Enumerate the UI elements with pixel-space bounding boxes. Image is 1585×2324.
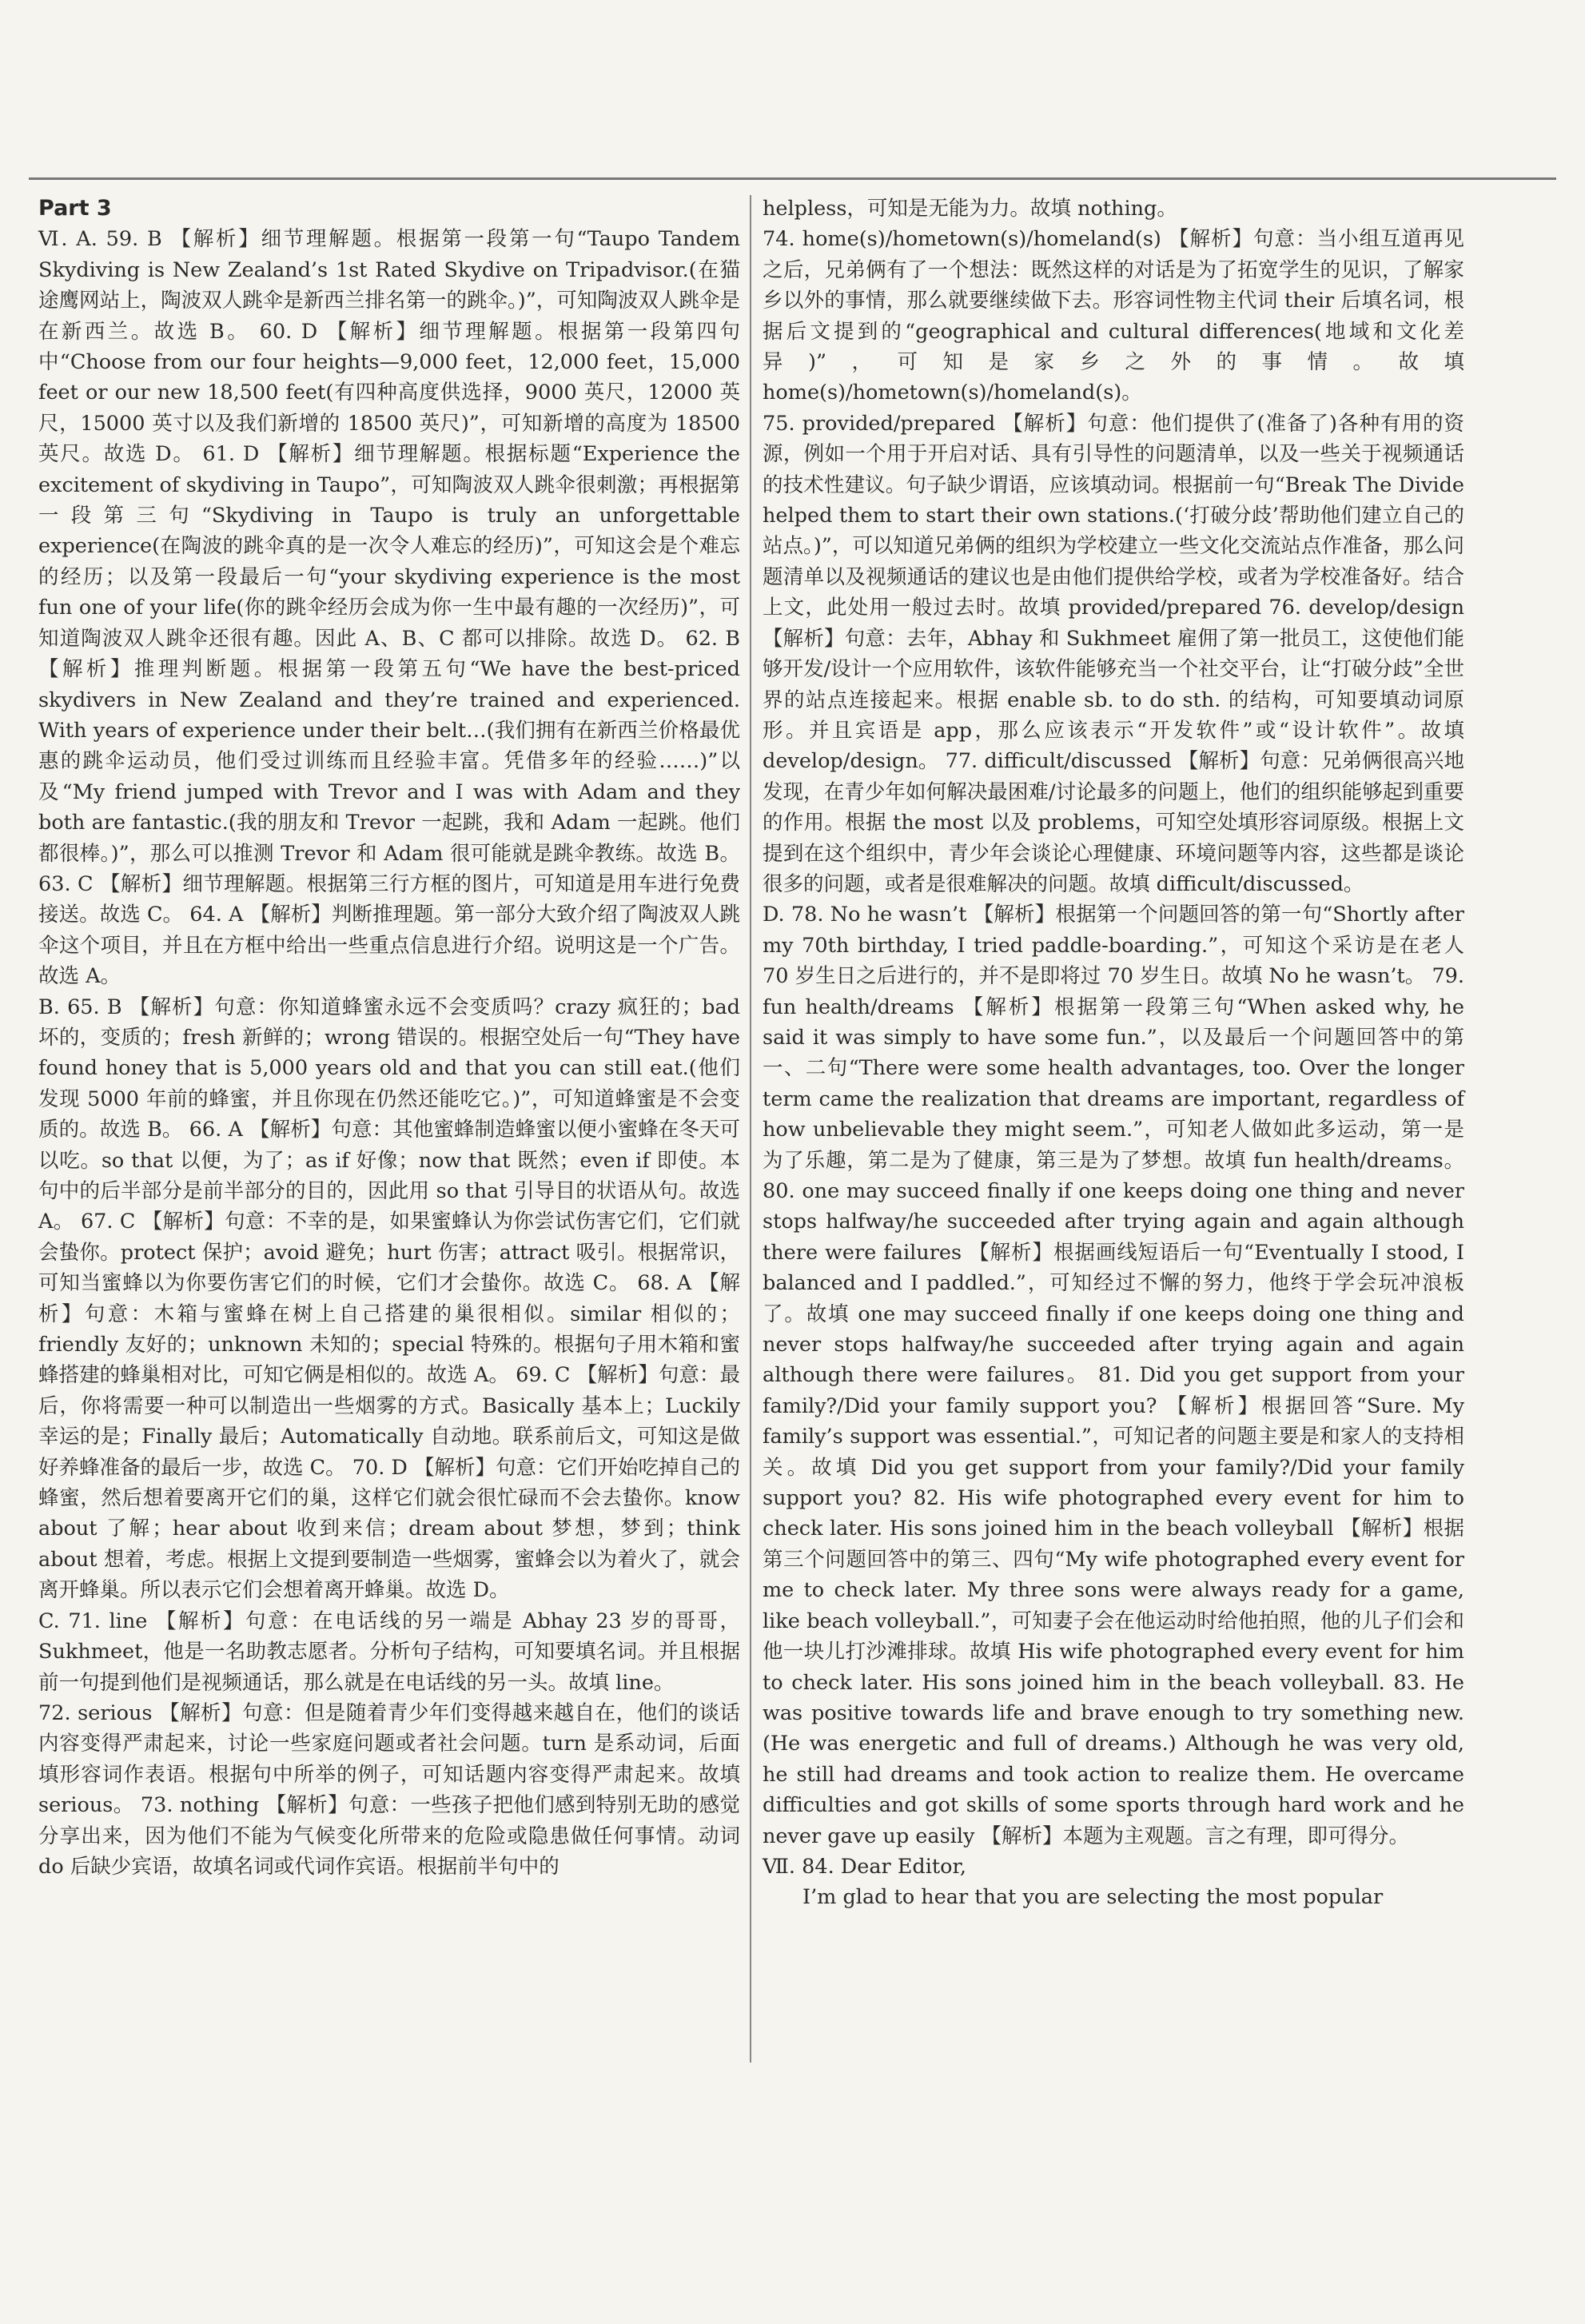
answer-block-6a: Ⅵ. A. 59. B 【解析】细节理解题。根据第一段第一句“Taupo Tandem Skydiving is New Zealand’s 1st Rated Skydive on Tripadvisor.(在猫途鹰网站上，陶波双人跳伞是新西兰排名第一的跳伞。)”，可知陶波双人跳伞是在新西兰。故选 B。 60. D 【解析】细节理解题。根据第一段第四句中“Choose from our four heights—9,000 feet，12,000 feet，15,000 feet or our new 18,500 feet(有四种高度供选择，9000 英尺，12000 英尺，15000 英寸以及我们新增的 18500 英尺)”，可知新增的高度为 18500 英尺。故选 D。 61. D 【解析】细节理解题。根据标题“Experience the excitement of skydiving in Taupo”，可知陶波双人跳伞很刺激；再根据第一段第三句“Skydiving in Taupo is truly an unforgettable experience(在陶波的跳伞真的是一次令人难忘的经历)”，可知这会是个难忘的经历；以及第一段最后一句“your skydiving experience is the most fun one of your life(你的跳伞经历会成为你一生中最有趣的一次经历)”，可知道陶波双人跳伞还很有趣。因此 A、B、C 都可以排除。故选 D。 62. B 【解析】推理判断题。根据第一段第五句“We have the best-priced skydivers in New Zealand and they’re trained and experienced. With years of experience under their belt…(我们拥有在新西兰价格最优惠的跳伞运动员，他们受过训练而且经验丰富。凭借多年的经验……)”以及“My friend jumped with Trevor and I was with Adam and they both are fantastic.(我的朋友和 Trevor 一起跳，我和 Adam 一起跳。他们都很棒。)”，那么可以推测 Trevor 和 Adam 很可能就是跳伞教练。故选 B。 63. C 【解析】细节理解题。根据第三行方框的图片，可知道是用车进行免费接送。故选 C。 64. A 【解析】判断推理题。第一部分大致介绍了陶波双人跳伞这个项目，并且在方框中给出一些重点信息进行介绍。说明这是一个广告。故选 A。 — [38, 227, 740, 989]
page-top-border — [29, 177, 1556, 180]
column-divider — [750, 195, 751, 2063]
left-column — [38, 193, 753, 1882]
answer-block-6c-72-73: 72. serious 【解析】句意：但是随着青少年们变得越来越自在，他们的谈话内容变得严肃起来，讨论一些家庭问题或者社会问题。turn 是系动词，后面填形容词作表语。根据句中所举的例子，可知话题内容变得严肃起来。故填 serious。 73. nothing 【解析】句意：一些孩子把他们感到特别无助的感觉分享出来，因为他们不能为气候变化所带来的危险或隐患做任何事情。动词 do 后缺少宾语，故填名词或代词作宾语。根据前半句中的 — [38, 1700, 740, 1879]
right-column — [763, 193, 1464, 1913]
answer-block-7-84: Ⅶ. 84. Dear Editor, — [763, 1854, 966, 1879]
answer-block-75-77: 75. provided/prepared 【解析】句意：他们提供了(准备了)各种有用的资源，例如一个用于开启对话、具有引导性的问题清单，以及一些关于视频通话的技术性建议。句子缺少谓语，应该填动词。根据前一句“Break The Divide helped them to start their own stations.(‘打破分歧’帮助他们建立自己的站点。)”，可以知道兄弟俩的组织为学校建立一些文化交流站点作准备，那么问题清单以及视频通话的建议也是由他们提供给学校，或者为学校准备好。结合上文，此处用一般过去时。故填 provided/prepared 76. develop/design 【解析】句意：去年，Abhay 和 Sukhmeet 雇佣了第一批员工，这使他们能够开发/设计一个应用软件，该软件能够充当一个社交平台，让“打破分歧”全世界的站点连接起来。根据 enable sb. to do sth. 的结构，可知要填动词原形。并且宾语是 app，那么应该表示“开发软件”或“设计软件”。故填 develop/design。 77. difficult/discussed 【解析】句意：兄弟俩很高兴地发现，在青少年如何解决最困难/讨论最多的问题上，他们的组织能够起到重要的作用。根据 the most 以及 problems，可知空处填形容词原级。根据上文提到在这个组织中，青少年会谈论心理健康、环境问题等内容，这些都是谈论很多的问题，或者是很难解决的问题。故填 difficult/discussed。 — [763, 411, 1464, 896]
answer-block-6c-71: C. 71. line 【解析】句意：在电话线的另一端是 Abhay 23 岁的哥哥，Sukhmeet，他是一名助教志愿者。分析句子结构，可知要填名词。并且根据前一句提到他们是视频通话，那么就是在电话线的另一头。故填 line。 — [38, 1608, 740, 1695]
answer-block-73-cont: helpless，可知是无能为力。故填 nothing。 — [763, 197, 1177, 221]
part-heading: Part 3 — [38, 196, 112, 221]
answer-block-6b: B. 65. B 【解析】句意：你知道蜂蜜永远不会变质吗？crazy 疯狂的；bad 坏的，变质的；fresh 新鲜的；wrong 错误的。根据空处后一句“They have found honey that is 5,000 years old and that you can still eat.(他们发现 5000 年前的蜂蜜，并且你现在仍然还能吃它。)”，可知道蜂蜜是不会变质的。故选 B。 66. A 【解析】句意：其他蜜蜂制造蜂蜜以便小蜜蜂在冬天可以吃。so that 以便，为了；as if 好像；now that 既然；even if 即使。本句中的后半部分是前半部分的目的，因此用 so that 引导目的状语从句。故选 A。 67. C 【解析】句意：不幸的是，如果蜜蜂认为你尝试伤害它们，它们就会蛰你。protect 保护；avoid 避免；hurt 伤害；attract 吸引。根据常识，可知当蜜蜂以为你要伤害它们的时候，它们才会蛰你。故选 C。 68. A 【解析】句意：木箱与蜜蜂在树上自己搭建的巢很相似。similar 相似的；friendly 友好的；unknown 未知的；special 特殊的。根据句子用木箱和蜜蜂搭建的蜂巢相对比，可知它俩是相似的。故选 A。 69. C 【解析】句意：最后，你将需要一种可以制造出一些烟雾的方式。Basically 基本上；Luckily 幸运的是；Finally 最后；Automatically 自动地。联系前后文，可知这是做好养蜂准备的最后一步，故选 C。 70. D 【解析】句意：它们开始吃掉自己的蜂蜜，然后想着要离开它们的巢，这样它们就会很忙碌而不会去蛰你。know about 了解；hear about 收到来信；dream about 梦想，梦到；think about 想着，考虑。根据上文提到要制造一些烟雾，蜜蜂会以为着火了，就会离开蜂巢。所以表示它们会想着离开蜂巢。故选 D。 — [38, 995, 740, 1603]
answer-block-6d: D. 78. No he wasn’t 【解析】根据第一个问题回答的第一句“Shortly after my 70th birthday, I tried paddle-boarding.”，可知这个采访是在老人 70 岁生日之后进行的，并不是即将过 70 岁生日。故填 No he wasn’t。 79. fun health/dreams 【解析】根据第一段第三句“When asked why, he said it was simply to have some fun.”，以及最后一个问题回答中的第一、二句“There were some health advantages, too. Over the longer term came the realization that dreams are important, regardless of how unbelievable they might seem.”，可知老人做如此多运动，第一是为了乐趣，第二是为了健康，第三是为了梦想。故填 fun health/dreams。 80. one may succeed finally if one keeps doing one thing and never stops halfway/he succeeded after trying again and again although there were failures 【解析】根据画线短语后一句“Eventually I stood, I balanced and I paddled.”，可知经过不懈的努力，他终于学会玩冲浪板了。故填 one may succeed finally if one keeps doing one thing and never stops halfway/he succeeded after trying again and again although there were failures。 81. Did you get support from your family?/Did your family support you? 【解析】根据回答“Sure. My family’s support was essential.”，可知记者的问题主要是和家人的支持相关。故填 Did you get support from your family?/Did your family support you? 82. His wife photographed every event for him to check later. His sons joined him in the beach volleyball 【解析】根据第三个问题回答中的第三、四句“My wife photographed every event for me to check later. My three sons were always ready for a game, like beach volleyball.”，可知妻子会在他运动时给他拍照，他的儿子们会和他一块儿打沙滩排球。故填 His wife photographed every event for him to check later. His sons joined him in the beach volleyball. 83. He was positive towards life and brave enough to try something new. (He was energetic and full of dreams.) Although he was very old, he still had dreams and took action to realize them. He overcame difficulties and got skills of some sports through hard work and he never gave up easily 【解析】本题为主观题。言之有理，即可得分。 — [763, 903, 1464, 1848]
answer-block-74: 74. home(s)/hometown(s)/homeland(s) 【解析】句意：当小组互道再见之后，兄弟俩有了一个想法：既然这样的对话是为了拓宽学生的见识，了解家乡以外的事情，那么就要继续做下去。形容词性物主代词 their 后填名词，根据后文提到的“geographical and cultural differences(地域和文化差异)”，可知是家乡之外的事情。故填 home(s)/hometown(s)/homeland(s)。 — [763, 227, 1464, 405]
essay-first-line: I’m glad to hear that you are selecting the most popular — [802, 1885, 1384, 1910]
